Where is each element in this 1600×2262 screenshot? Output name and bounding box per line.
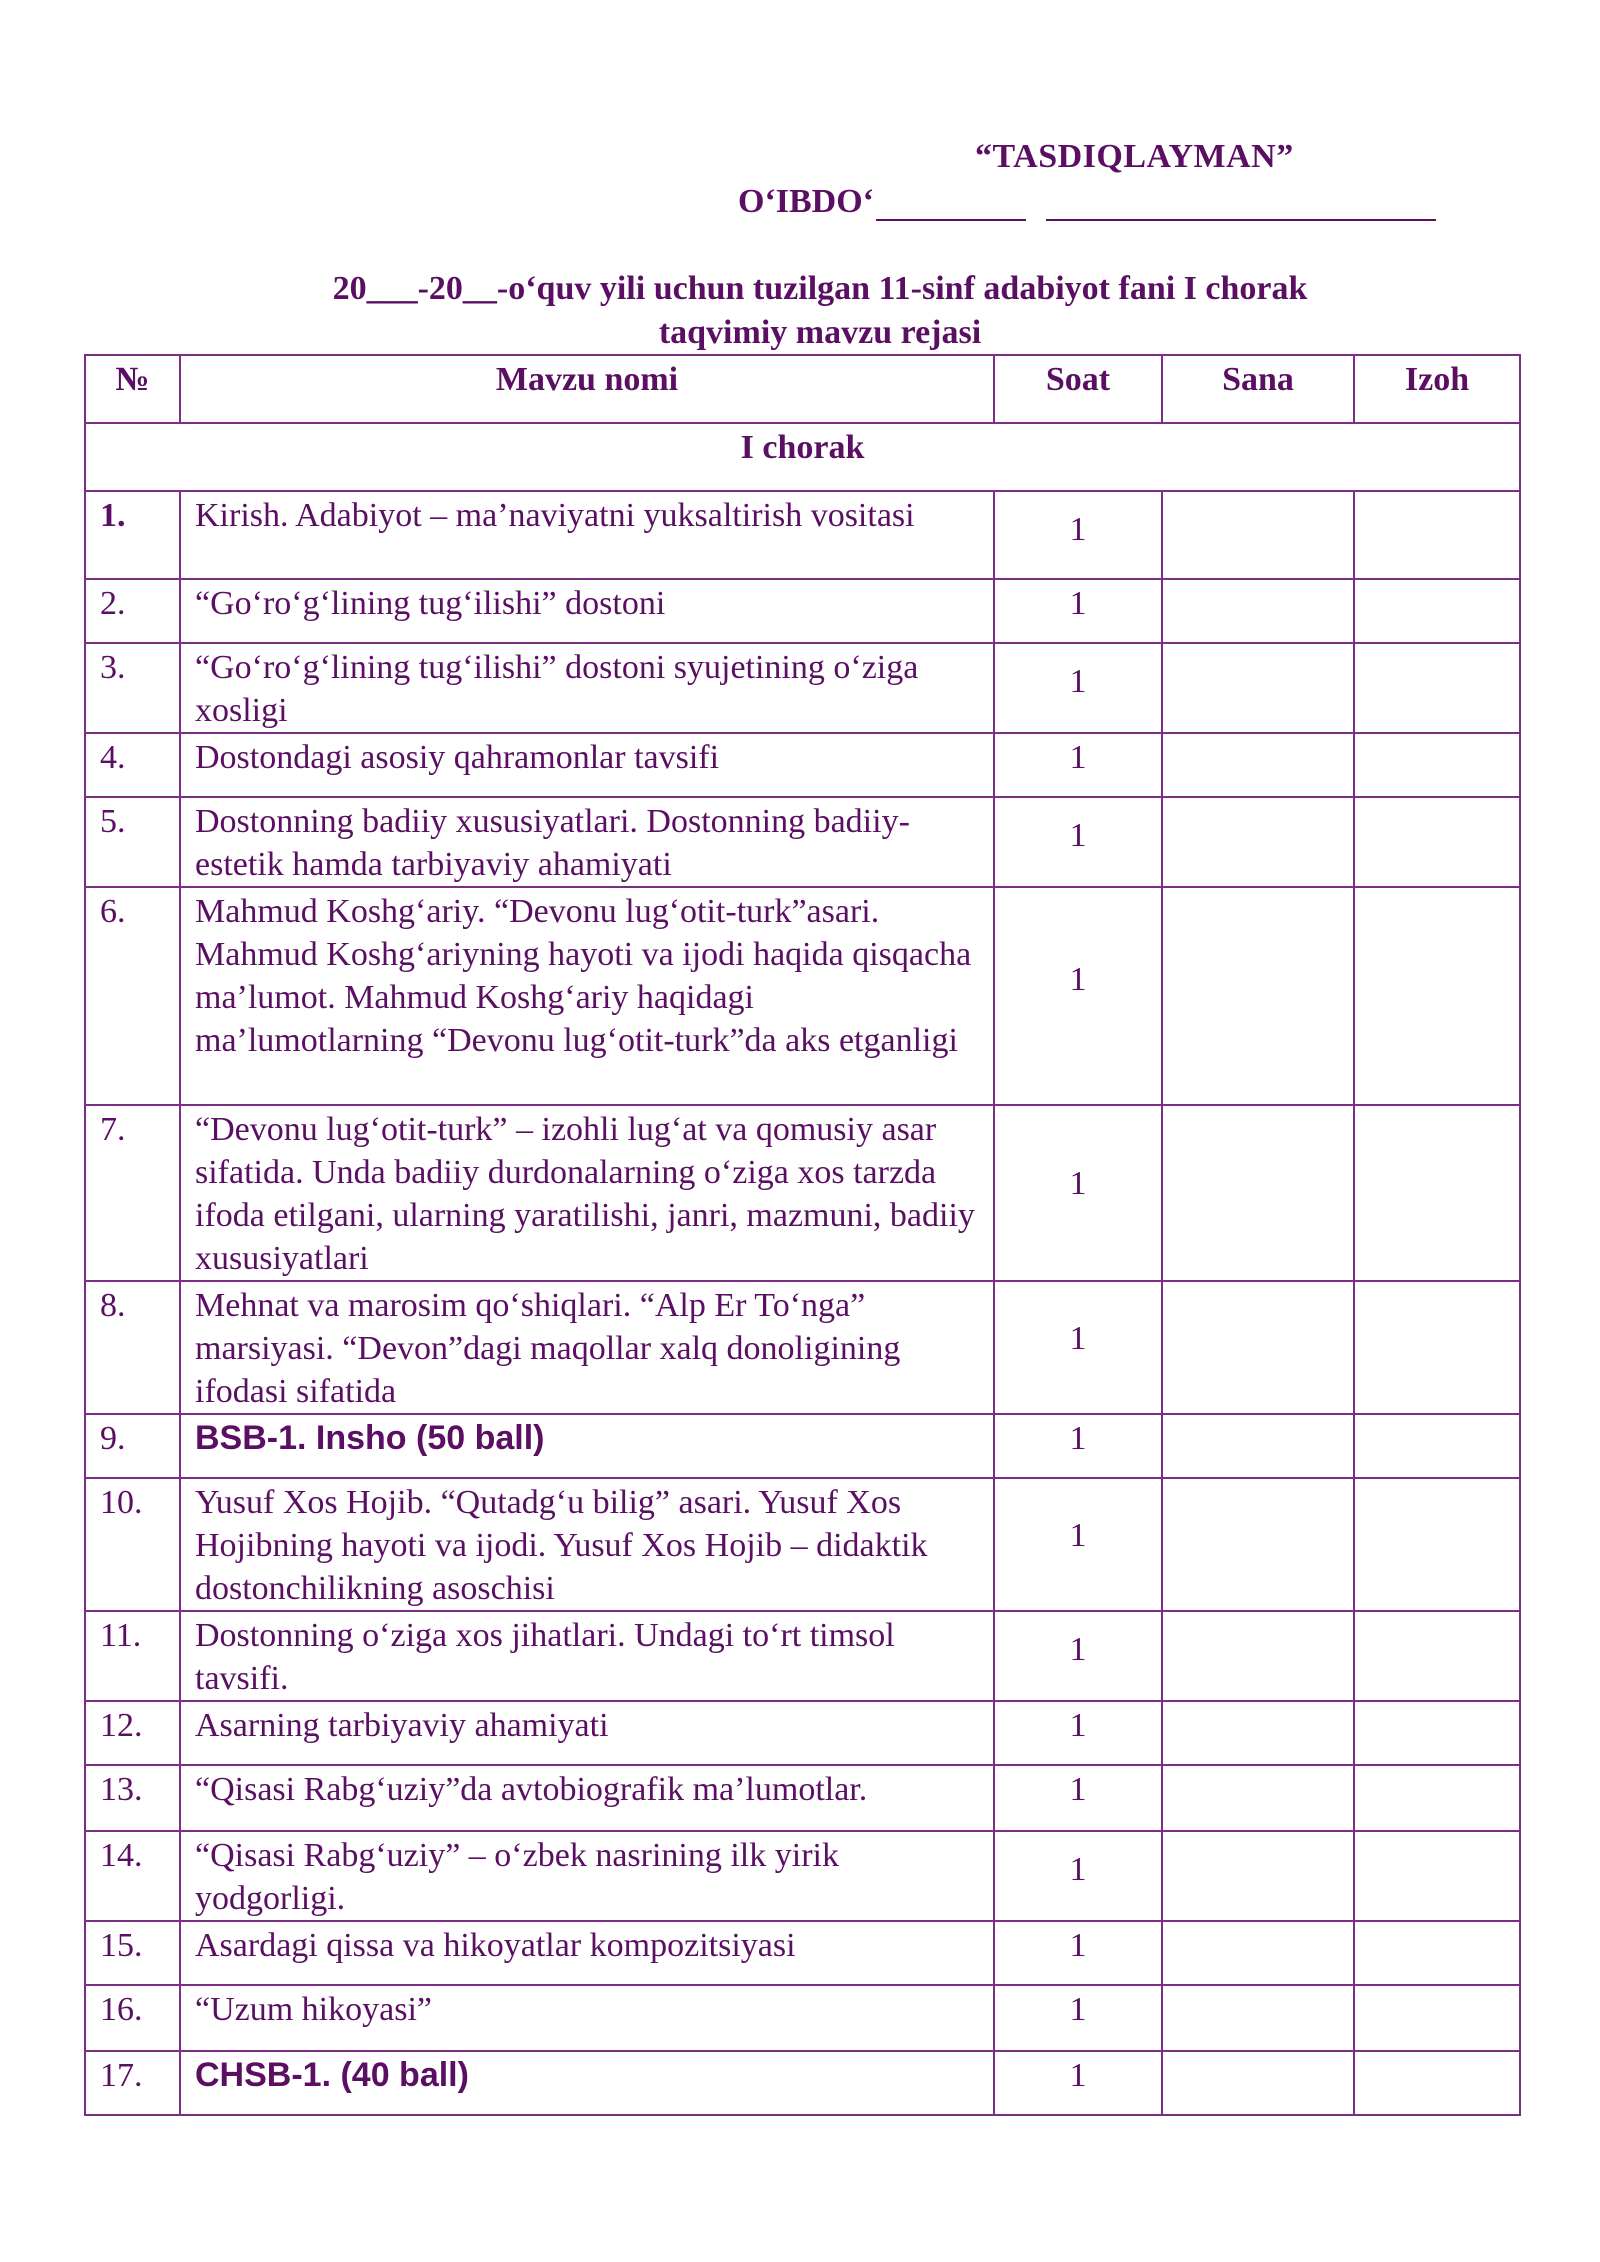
row-note [1354, 1701, 1520, 1765]
row-note [1354, 643, 1520, 733]
row-date [1162, 1414, 1354, 1478]
row-number: 2. [85, 579, 180, 643]
row-note [1354, 1921, 1520, 1985]
row-hours: 1 [994, 887, 1162, 1105]
row-hours: 1 [994, 1478, 1162, 1611]
table-row [85, 1765, 1520, 1831]
table-row [85, 2051, 1520, 2115]
row-number: 6. [85, 887, 180, 1105]
table-row [85, 1921, 1520, 1985]
row-hours: 1 [994, 1765, 1162, 1831]
row-note [1354, 1281, 1520, 1414]
row-topic: Dostondagi asosiy qahramonlar tavsifi [180, 733, 994, 797]
table-row [85, 1611, 1520, 1701]
row-topic: “Go‘ro‘g‘lining tug‘ilishi” dostoni [180, 579, 994, 643]
row-date [1162, 733, 1354, 797]
row-date [1162, 1831, 1354, 1921]
table-row [85, 491, 1520, 579]
row-topic: Kirish. Adabiyot – ma’naviyatni yuksaltirish vositasi [180, 491, 994, 579]
row-hours: 1 [994, 643, 1162, 733]
section-row [85, 423, 1520, 491]
row-note [1354, 1105, 1520, 1281]
table-row [85, 1281, 1520, 1414]
table-row [85, 1985, 1520, 2051]
row-date [1162, 1478, 1354, 1611]
section-label: I chorak [85, 423, 1520, 491]
lesson-plan-table [84, 354, 1521, 2116]
row-topic: “Qisasi Rabg‘uziy”da avtobiografik ma’lumotlar. [180, 1765, 994, 1831]
plan-title-line2: taqvimiy mavzu rejasi [658, 314, 982, 351]
row-topic: Asardagi qissa va hikoyatlar kompozitsiyasi [180, 1921, 994, 1985]
row-date [1162, 1105, 1354, 1281]
column-header-note: Izoh [1354, 355, 1520, 423]
name-blank [1046, 185, 1436, 221]
row-hours: 1 [994, 1701, 1162, 1765]
signature-blank [876, 185, 1026, 221]
row-number: 4. [85, 733, 180, 797]
row-number: 8. [85, 1281, 180, 1414]
row-hours: 1 [994, 579, 1162, 643]
row-number: 13. [85, 1765, 180, 1831]
column-header-number: № [85, 355, 180, 423]
row-date [1162, 797, 1354, 887]
row-note [1354, 733, 1520, 797]
director-label: O‘IBDO‘ [738, 183, 874, 220]
row-hours: 1 [994, 1985, 1162, 2051]
row-date [1162, 1765, 1354, 1831]
row-note [1354, 579, 1520, 643]
row-topic: Mehnat va marosim qo‘shiqlari. “Alp Er To‘nga” marsiyasi. “Devon”dagi maqollar xalq donoligining ifodasi sifatida [180, 1281, 994, 1414]
row-date [1162, 887, 1354, 1105]
row-topic: Asarning tarbiyaviy ahamiyati [180, 1701, 994, 1765]
table-row [85, 1831, 1520, 1921]
row-note [1354, 1414, 1520, 1478]
row-topic: Dostonning badiiy xususiyatlari. Dostonning badiiy-estetik hamda tarbiyaviy ahamiyati [180, 797, 994, 887]
row-date [1162, 1921, 1354, 1985]
row-hours: 1 [994, 1831, 1162, 1921]
row-topic: “Devonu lug‘otit-turk” – izohli lug‘at va qomusiy asar sifatida. Unda badiiy durdonalarning o‘ziga xos tarzda ifoda etilgani, ularning yaratilishi, janri, mazmuni, badiiy xususiyatlari [180, 1105, 994, 1281]
row-topic: Yusuf Xos Hojib. “Qutadg‘u bilig” asari. Yusuf Xos Hojibning hayoti va ijodi. Yusuf Xos Hojib – didaktik dostonchilikning asoschisi [180, 1478, 994, 1611]
row-hours: 1 [994, 797, 1162, 887]
table-row [85, 1105, 1520, 1281]
table-row [85, 887, 1520, 1105]
director-signature-line [738, 183, 1436, 221]
row-number: 17. [85, 2051, 180, 2115]
plan-title-line1: 20___-20__-o‘quv yili uchun tuzilgan 11-sinf adabiyot fani I chorak [332, 270, 1308, 307]
row-topic: Mahmud Koshg‘ariy. “Devonu lug‘otit-turk”asari. Mahmud Koshg‘ariyning hayoti va ijodi haqida qisqacha ma’lumot. Mahmud Koshg‘ariy haqidagi ma’lumotlarning “Devonu lug‘otit-turk”da aks etganligi [180, 887, 994, 1105]
row-note [1354, 1478, 1520, 1611]
table-row [85, 797, 1520, 887]
row-number: 16. [85, 1985, 180, 2051]
row-topic: BSB-1. Insho (50 ball) [180, 1414, 994, 1478]
row-date [1162, 1985, 1354, 2051]
row-hours: 1 [994, 491, 1162, 579]
row-hours: 1 [994, 1105, 1162, 1281]
row-number: 11. [85, 1611, 180, 1701]
table-row [85, 1478, 1520, 1611]
column-header-topic: Mavzu nomi [180, 355, 994, 423]
row-note [1354, 887, 1520, 1105]
row-date [1162, 643, 1354, 733]
column-header-date: Sana [1162, 355, 1354, 423]
row-hours: 1 [994, 2051, 1162, 2115]
row-note [1354, 2051, 1520, 2115]
row-topic: “Go‘ro‘g‘lining tug‘ilishi” dostoni syujetining o‘ziga xosligi [180, 643, 994, 733]
row-hours: 1 [994, 1921, 1162, 1985]
row-topic: “Qisasi Rabg‘uziy” – o‘zbek nasrining ilk yirik yodgorligi. [180, 1831, 994, 1921]
row-number: 15. [85, 1921, 180, 1985]
table-header-row [85, 355, 1520, 423]
table-row [85, 1414, 1520, 1478]
table-row [85, 579, 1520, 643]
row-topic: “Uzum hikoyasi” [180, 1985, 994, 2051]
row-number: 12. [85, 1701, 180, 1765]
row-date [1162, 491, 1354, 579]
approval-heading: “TASDIQLAYMAN” [975, 138, 1294, 175]
row-number: 14. [85, 1831, 180, 1921]
table-row [85, 733, 1520, 797]
row-hours: 1 [994, 733, 1162, 797]
row-note [1354, 1611, 1520, 1701]
row-topic: Dostonning o‘ziga xos jihatlari. Undagi to‘rt timsol tavsifi. [180, 1611, 994, 1701]
row-date [1162, 1281, 1354, 1414]
column-header-hours: Soat [994, 355, 1162, 423]
row-date [1162, 1701, 1354, 1765]
row-date [1162, 1611, 1354, 1701]
row-date [1162, 579, 1354, 643]
row-hours: 1 [994, 1414, 1162, 1478]
row-number: 7. [85, 1105, 180, 1281]
row-number: 9. [85, 1414, 180, 1478]
plan-title [230, 267, 1410, 355]
row-note [1354, 491, 1520, 579]
row-note [1354, 1985, 1520, 2051]
row-note [1354, 1831, 1520, 1921]
row-note [1354, 1765, 1520, 1831]
table-row [85, 1701, 1520, 1765]
row-number: 10. [85, 1478, 180, 1611]
row-number: 5. [85, 797, 180, 887]
row-number: 1. [85, 491, 180, 579]
row-number: 3. [85, 643, 180, 733]
row-date [1162, 2051, 1354, 2115]
row-topic: CHSB-1. (40 ball) [180, 2051, 994, 2115]
row-hours: 1 [994, 1281, 1162, 1414]
row-note [1354, 797, 1520, 887]
table-row [85, 643, 1520, 733]
row-hours: 1 [994, 1611, 1162, 1701]
